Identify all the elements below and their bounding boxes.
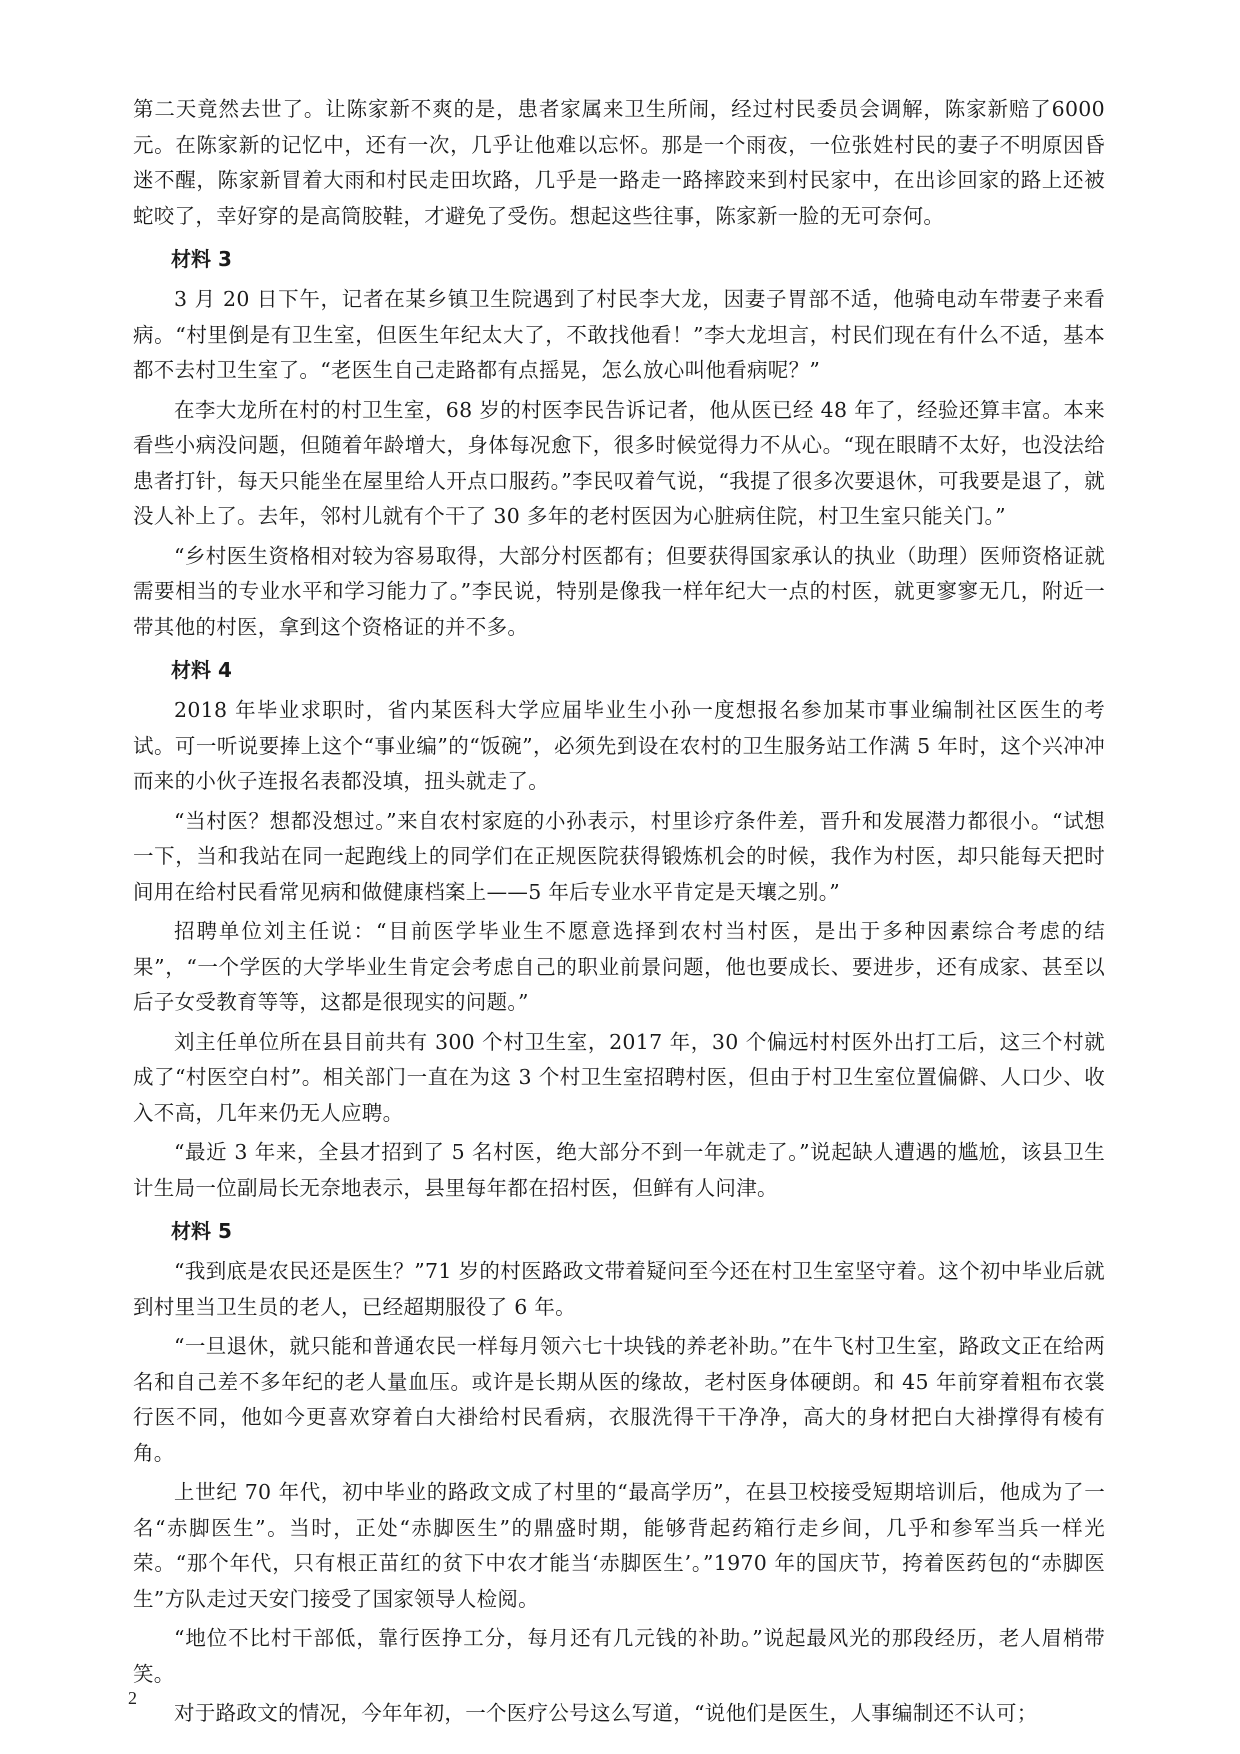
material-5-heading: 材料 5 [171,1219,232,1243]
material-5-paragraph-2: “一旦退休，就只能和普通农民一样每月领六七十块钱的养老补助。”在牛飞村卫生室，路政文正在给两名和自己差不多年纪的老人量血压。或许是长期从医的缘故，老村医身体硬朗。和 45 年前穿着粗布衣裳行医不同，他如今更喜欢穿着白大褂给村民看病，衣服洗得干干净净，高大的身材把白大褂撑得有棱有角。 [133,1334,1105,1465]
material-4-paragraph-3: 招聘单位刘主任说：“目前医学毕业生不愿意选择到农村当村医，是出于多种因素综合考虑的结果”，“一个学医的大学毕业生肯定会考虑自己的职业前景问题，他也要成长、要进步，还有成家、甚至以后子女受教育等等，这都是很现实的问题。” [133,919,1105,1014]
material-3-heading: 材料 3 [171,247,232,271]
material-3-paragraph-1: 3 月 20 日下午，记者在某乡镇卫生院遇到了村民李大龙，因妻子胃部不适，他骑电动车带妻子来看病。“村里倒是有卫生室，但医生年纪太大了，不敢找他看！”李大龙坦言，村民们现在有什么不适，基本都不去村卫生室了。“老医生自己走路都有点摇晃，怎么放心叫他看病呢？” [133,287,1105,382]
material-4-paragraph-2: “当村医？想都没想过。”来自农村家庭的小孙表示，村里诊疗条件差，晋升和发展潜力都很小。“试想一下，当和我站在同一起跑线上的同学们在正规医院获得锻炼机会的时候，我作为村医，却只能每天把时间用在给村民看常见病和做健康档案上——5 年后专业水平肯定是天壤之别。” [133,808,1105,904]
material-4-heading: 材料 4 [171,658,232,682]
material-3-paragraph-2: 在李大龙所在村的村卫生室，68 岁的村医李民告诉记者，他从医已经 48 年了，经验还算丰富。本来看些小病没问题，但随着年龄增大，身体每况愈下，很多时候觉得力不从心。“现在眼睛不太好，也没法给患者打针，每天只能坐在屋里给人开点口服药。”李民叹着气说，“我提了很多次要退休，可我要是退了，就没人补上了。去年，邻村儿就有个干了 30 多年的老村医因为心脏病住院，村卫生室只能关门。” [133,397,1105,528]
material-5-paragraph-4: “地位不比村干部低，靠行医挣工分，每月还有几元钱的补助。”说起最风光的那段经历，老人眉梢带笑。 [133,1626,1105,1686]
material-5-paragraph-1: “我到底是农民还是医生？”71 岁的村医路政文带着疑问至今还在村卫生室坚守着。这个初中毕业后就到村里当卫生员的老人，已经超期服役了 6 年。 [133,1259,1105,1319]
material-4-paragraph-5: “最近 3 年来，全县才招到了 5 名村医，绝大部分不到一年就走了。”说起缺人遭遇的尴尬，该县卫生计生局一位副局长无奈地表示，县里每年都在招村医，但鲜有人问津。 [133,1140,1105,1200]
material-5-paragraph-3: 上世纪 70 年代，初中毕业的路政文成了村里的“最高学历”，在县卫校接受短期培训后，他成为了一名“赤脚医生”。当时，正处“赤脚医生”的鼎盛时期，能够背起药箱行走乡间，几乎和参军当兵一样光荣。“那个年代，只有根正苗红的贫下中农才能当‘赤脚医生’。”1970 年的国庆节，挎着医药包的“赤脚医生”方队走过天安门接受了国家领导人检阅。 [133,1480,1105,1611]
paragraph-continued: 第二天竟然去世了。让陈家新不爽的是，患者家属来卫生所闹，经过村民委员会调解，陈家新赔了6000元。在陈家新的记忆中，还有一次，几乎让他难以忘怀。那是一个雨夜，一位张姓村民的妻子不明原因昏迷不醒，陈家新冒着大雨和村民走田坎路，几乎是一路走一路摔跤来到村民家中，在出诊回家的路上还被蛇咬了，幸好穿的是高筒胶鞋，才避免了受伤。想起这些往事，陈家新一脸的无可奈何。 [133,97,1105,228]
document-body [133,92,1105,1732]
material-5-paragraph-5: 对于路政文的情况，今年年初，一个医疗公号这么写道，“说他们是医生，人事编制还不认可； [174,1701,1038,1725]
page-number: 2 [128,1688,137,1708]
material-4-paragraph-4: 刘主任单位所在县目前共有 300 个村卫生室，2017 年，30 个偏远村村医外出打工后，这三个村就成了“村医空白村”。相关部门一直在为这 3 个村卫生室招聘村医，但由于村卫生室位置偏僻、人口少、收入不高，几年来仍无人应聘。 [133,1029,1105,1125]
material-3-paragraph-3: “乡村医生资格相对较为容易取得，大部分村医都有；但要获得国家承认的执业（助理）医师资格证就需要相当的专业水平和学习能力了。”李民说，特别是像我一样年纪大一点的村医，就更寥寥无几，附近一带其他的村医，拿到这个资格证的并不多。 [133,543,1105,639]
material-4-paragraph-1: 2018 年毕业求职时，省内某医科大学应届毕业生小孙一度想报名参加某市事业编制社区医生的考试。可一听说要捧上这个“事业编”的“饭碗”，必须先到设在农村的卫生服务站工作满 5 年时，这个兴冲冲而来的小伙子连报名表都没填，扭头就走了。 [133,698,1105,793]
